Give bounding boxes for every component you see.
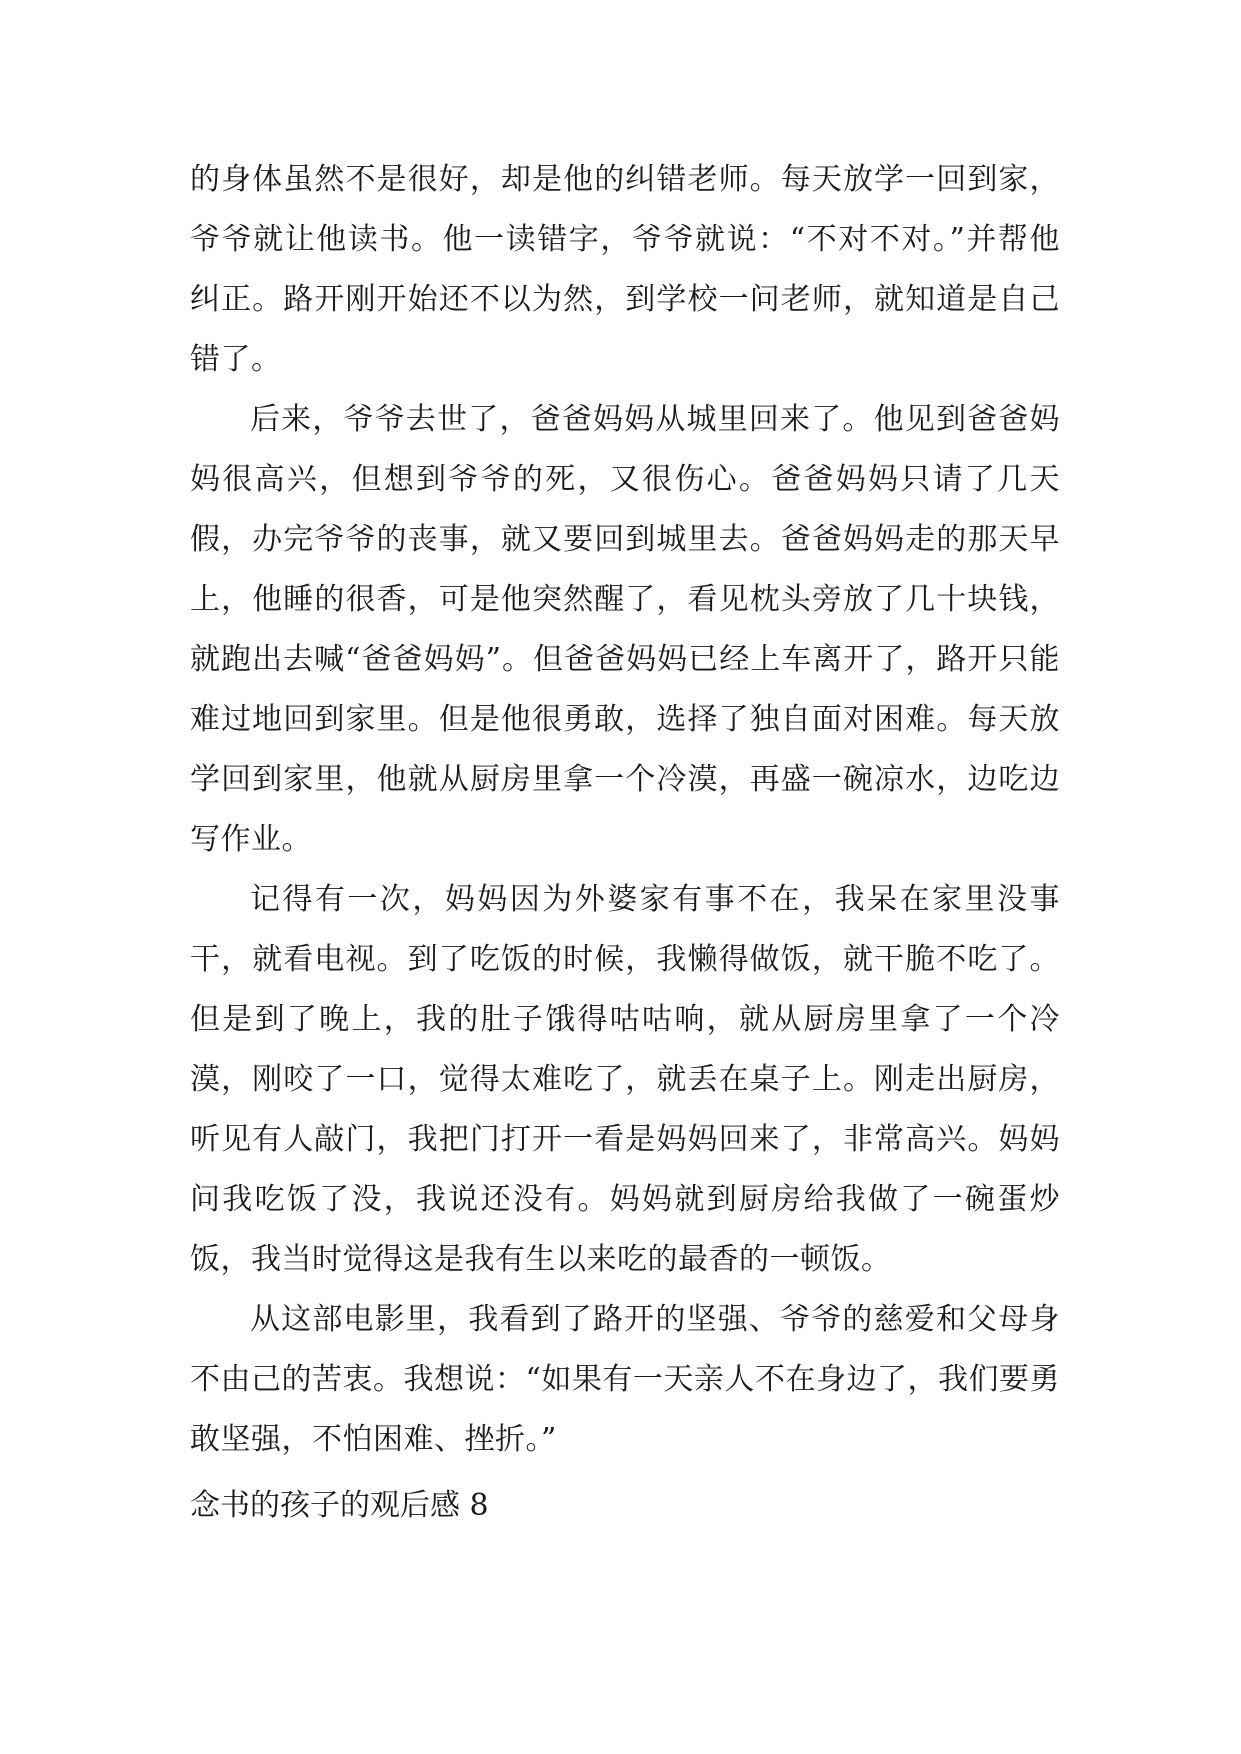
body-text [190,150,1060,1470]
next-essay-title: 念书的孩子的观后感 8 [190,1488,489,1523]
paragraph-continuation: 的身体虽然不是很好，却是他的纠错老师。每天放学一回到家，爷爷就让他读书。他一读错字，爷爷就说：“不对不对。”并帮他纠正。路开刚开始还不以为然，到学校一问老师，就知道是自己错了。 [190,162,1060,377]
paragraph-conclusion: 从这部电影里，我看到了路开的坚强、爷爷的慈爱和父母身不由己的苦衷。我想说：“如果有一天亲人不在身边了，我们要勇敢坚强，不怕困难、挫折。” [190,1302,1060,1457]
paragraph-grandfather-death: 后来，爷爷去世了，爸爸妈妈从城里回来了。他见到爸爸妈妈很高兴，但想到爷爷的死，又很伤心。爸爸妈妈只请了几天假，办完爷爷的丧事，就又要回到城里去。爸爸妈妈走的那天早上，他睡的很香，可是他突然醒了，看见枕头旁放了几十块钱，就跑出去喊“爸爸妈妈”。但爸爸妈妈已经上车离开了，路开只能难过地回到家里。但是他很勇敢，选择了独自面对困难。每天放学回到家里，他就从厨房里拿一个冷漠，再盛一碗凉水，边吃边写作业。 [190,402,1060,857]
paragraph-personal-memory: 记得有一次，妈妈因为外婆家有事不在，我呆在家里没事干，就看电视。到了吃饭的时候，我懒得做饭，就干脆不吃了。但是到了晚上，我的肚子饿得咕咕响，就从厨房里拿了一个冷漠，刚咬了一口，觉得太难吃了，就丢在桌子上。刚走出厨房，听见有人敲门，我把门打开一看是妈妈回来了，非常高兴。妈妈问我吃饭了没，我说还没有。妈妈就到厨房给我做了一碗蛋炒饭，我当时觉得这是我有生以来吃的最香的一顿饭。 [190,882,1060,1277]
